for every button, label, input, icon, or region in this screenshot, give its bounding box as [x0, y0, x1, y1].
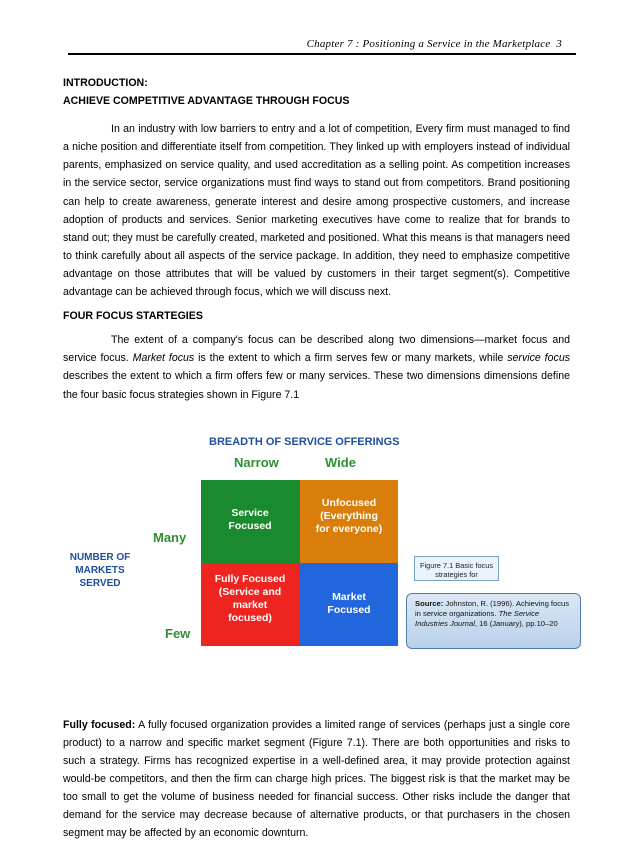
q1-line1: Service [231, 506, 269, 519]
q2-line2: (Everything [320, 509, 378, 522]
q2-line3: for everyone) [315, 522, 383, 535]
intro-heading: INTRODUCTION: [63, 77, 148, 89]
side-label-line2: MARKETS [75, 564, 125, 576]
col-narrow-label: Narrow [234, 454, 279, 470]
figure-source-box: Source: Johnston, R. (1996). Achieving focus in service organizations. The Service Industries Journal, 16 (January), pp.10–20 [406, 593, 581, 649]
chapter-title: Chapter 7 : Positioning a Service in the Marketplace [306, 38, 551, 50]
side-label-line1: NUMBER OF [69, 551, 131, 563]
q3-line1: Fully Focused [214, 572, 286, 585]
page-number: 3 [556, 38, 562, 50]
fully-focused-label: Fully focused: [63, 718, 136, 731]
col-wide-label: Wide [325, 454, 356, 470]
side-label-line3: SERVED [79, 577, 121, 589]
q3-line2: (Service and [218, 585, 282, 598]
q1-line2: Focused [228, 519, 272, 532]
row-few-label: Few [165, 625, 191, 641]
fully-focused-paragraph: Fully focused: A fully focused organization provides a limited range of services (perhaps just a single core product) to a narrow and specific market segment (Figure 7.1). There are both opportunities and risks to such a strategy. Firms has recognized expertise in a well-defined area, it may provide protection against would-be competitors, and then the firm can charge high prices. The biggest risk is that the market may be too small to get the volume of business needed for financial success. Other risks include the danger that demand for the service may decrease because of alternative products, or that purchasers in the chosen segment may be affected by an economic downturn. [63, 718, 570, 840]
intro-subheading: ACHIEVE COMPETITIVE ADVANTAGE THROUGH FOCUS [63, 95, 350, 108]
intro-paragraph: In an industry with low barriers to entry and a lot of competition, Every firm must managed to find a niche position and differentiate itself from competition. They linked up with employers instead of individual parents, emphasized on service quality, and used accreditation as a selling point. As competition increases in the service sector, service organizations must find ways to stand out from competitors. Brand positioning can help to create awareness, generate interest and desire among prospective customers, and increase adoption of products and services. Senior marketing executives have come to realize that for brands to stand out; they must be carefully created, marketed and positioned. What this means is that managers need to think carefully about all aspects of the service package. In addition, they need to emphasize competitive advantage on those attributes that will be valued by customers in their target segment(s). Competitive advantage can be achieved through focus, which we will discuss next. [63, 123, 570, 299]
q2-line1: Unfocused [321, 496, 377, 509]
q3-line3: market [232, 598, 268, 611]
term-service-focus: service focus [507, 352, 571, 365]
document-body [63, 74, 570, 842]
q4-line2: Focused [327, 603, 371, 616]
figure-caption-box: Figure 7.1 Basic focus strategies for [414, 556, 499, 581]
q4-line1: Market [332, 590, 366, 603]
focus-paragraph: The extent of a company's focus can be described along two dimensions—market focus and service focus. Market focus is the extent to which a firm serves few or many markets, while service focus describes the extent to which a firm offers few or many services. These two dimensions dimensions define the four basic focus strategies shown in Figure 7.1 [63, 334, 571, 401]
q3-line4: focused) [228, 611, 272, 624]
focus-heading: FOUR FOCUS STARTEGIES [63, 310, 203, 323]
figure-7-1 [63, 404, 570, 716]
page-header [68, 38, 576, 62]
breadth-title: BREADTH OF SERVICE OFFERINGS [209, 435, 400, 448]
term-market-focus: Market focus [132, 352, 195, 365]
running-header [307, 38, 562, 50]
row-many-label: Many [153, 529, 187, 545]
header-rule [68, 53, 576, 55]
